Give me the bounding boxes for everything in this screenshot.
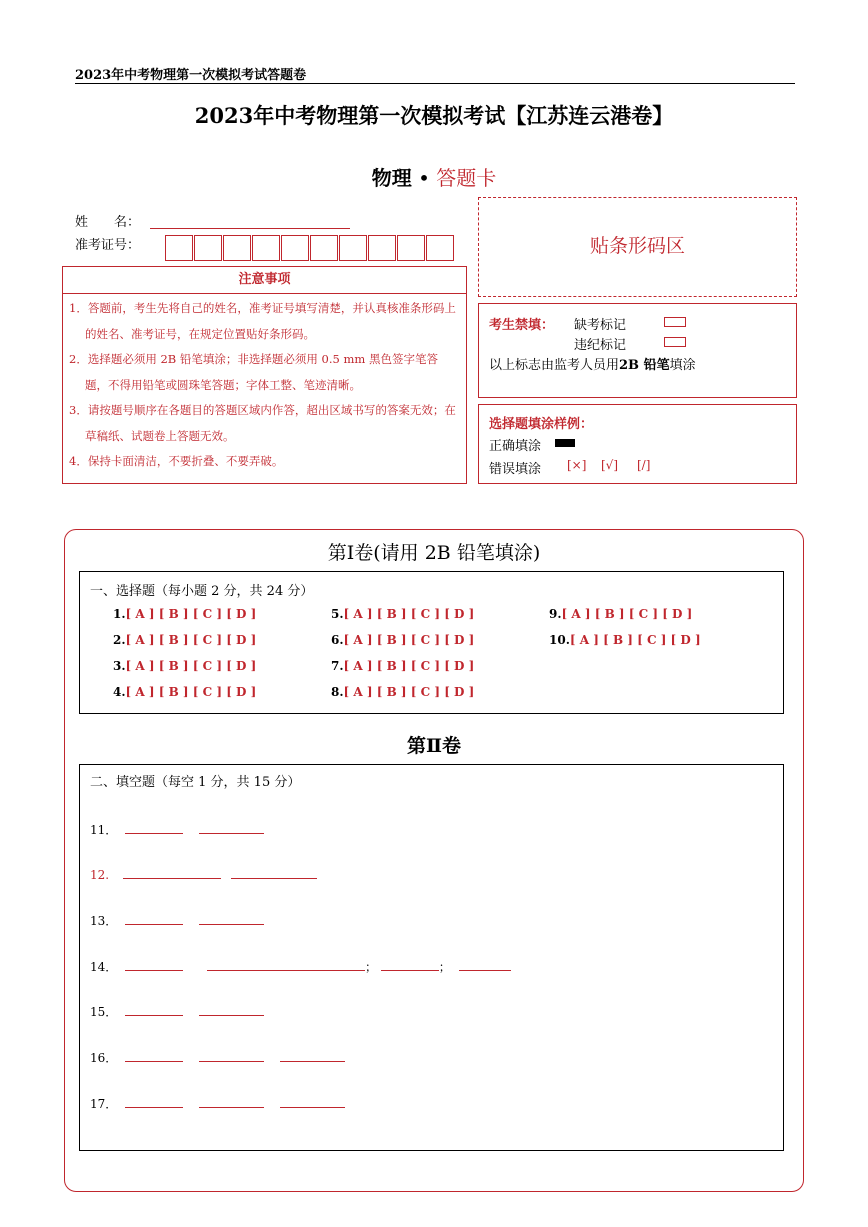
forbid-box: [478, 303, 797, 398]
id-digit-box[interactable]: [368, 235, 396, 261]
id-digit-box[interactable]: [426, 235, 454, 261]
id-label: 准考证号：: [75, 238, 141, 253]
question-number: 12.: [90, 868, 110, 882]
answer-options[interactable]: [ A ] [ B ] [ C ] [ D ]: [343, 659, 475, 673]
choice-question[interactable]: [331, 659, 474, 673]
answer-blank[interactable]: [123, 866, 221, 879]
answer-blank[interactable]: [207, 958, 365, 971]
fill-question-12: [90, 866, 317, 882]
correct-label: 正确填涂: [489, 439, 542, 454]
question-number: 8.: [331, 685, 344, 699]
answer-options[interactable]: [ A ] [ B ] [ C ] [ D ]: [561, 607, 693, 621]
answer-blank[interactable]: [125, 1049, 183, 1062]
id-digit-box[interactable]: [281, 235, 309, 261]
question-number: 17．: [90, 1097, 118, 1111]
choice-question[interactable]: [331, 607, 474, 621]
answer-options[interactable]: [ A ] [ B ] [ C ] [ D ]: [343, 685, 475, 699]
part1-title: 第Ⅰ卷(请用 2B 铅笔填涂): [327, 542, 541, 564]
choice-question[interactable]: [549, 633, 701, 647]
question-number: 11．: [90, 823, 118, 837]
dot-separator: •: [418, 166, 430, 190]
answer-options[interactable]: [ A ] [ B ] [ C ] [ D ]: [343, 633, 475, 647]
question-number: 3.: [113, 659, 126, 673]
choice-question[interactable]: [331, 685, 474, 699]
answer-blank[interactable]: [459, 958, 511, 971]
sample-heading: 选择题填涂样例：: [489, 417, 594, 432]
answer-blank[interactable]: [280, 1049, 345, 1062]
answer-blank[interactable]: [199, 1003, 264, 1016]
id-digit-box[interactable]: [397, 235, 425, 261]
id-digit-box[interactable]: [223, 235, 251, 261]
id-digit-box[interactable]: [252, 235, 280, 261]
id-digit-box[interactable]: [339, 235, 367, 261]
page-title: 2023年中考物理第一次模拟考试【江苏连云港卷】: [194, 103, 674, 128]
header-divider: [75, 83, 795, 84]
correct-fill-sample: [555, 439, 575, 447]
choice-question[interactable]: [113, 685, 256, 699]
choice-question[interactable]: [113, 607, 256, 621]
answer-blank[interactable]: [125, 912, 183, 925]
id-number-boxes: [165, 235, 455, 261]
question-number: 6.: [331, 633, 344, 647]
part2-title: 第Ⅱ卷: [406, 735, 461, 757]
barcode-area: 贴条形码区: [478, 197, 797, 297]
answer-options[interactable]: [ A ] [ B ] [ C ] [ D ]: [125, 607, 257, 621]
answer-blank[interactable]: [199, 1049, 264, 1062]
wrong-mark-3: [/]: [637, 458, 651, 472]
card-subtitle: [0, 162, 868, 191]
wrong-mark-1: [×]: [567, 458, 587, 472]
answer-blank[interactable]: [199, 821, 264, 834]
question-number: 5.: [331, 607, 344, 621]
forbid-label: 考生禁填：: [489, 318, 555, 333]
page-header-text: 2023年中考物理第一次模拟考试答题卷: [75, 68, 307, 83]
choice-question[interactable]: [113, 633, 256, 647]
fill-question-14: [90, 958, 511, 975]
notice-item: 1．答题前，考生先将自己的姓名，准考证号填写清楚，并认真核准条形码上的姓名、准考证号，在规定位置贴好条形码。: [69, 301, 456, 341]
answer-blank[interactable]: [125, 1003, 183, 1016]
card-label: 答题卡: [436, 166, 497, 190]
forbid-note-pre: 以上标志由监考人员用: [489, 358, 620, 373]
sample-box: [478, 404, 797, 484]
fill-question-17: [90, 1095, 345, 1112]
forbid-note-post: 填涂: [669, 358, 696, 373]
answer-blank[interactable]: [125, 1095, 183, 1108]
answer-options[interactable]: [ A ] [ B ] [ C ] [ D ]: [569, 633, 701, 647]
answer-blank[interactable]: [125, 821, 183, 834]
choice-question[interactable]: [113, 659, 256, 673]
violation-label: 违纪标记: [574, 338, 627, 353]
question-number: 1.: [113, 607, 126, 621]
absent-mark-box[interactable]: [664, 317, 686, 327]
question-number: 16．: [90, 1051, 118, 1065]
name-field[interactable]: [150, 228, 350, 229]
choice-question[interactable]: [549, 607, 692, 621]
answer-options[interactable]: [ A ] [ B ] [ C ] [ D ]: [343, 607, 475, 621]
question-number: 10.: [549, 633, 570, 647]
answer-blank[interactable]: [381, 958, 439, 971]
answer-blank[interactable]: [280, 1095, 345, 1108]
question-number: 15．: [90, 1005, 118, 1019]
answer-options[interactable]: [ A ] [ B ] [ C ] [ D ]: [125, 659, 257, 673]
answer-blank[interactable]: [125, 958, 183, 971]
subject-label: 物理: [371, 166, 412, 190]
question-number: 2.: [113, 633, 126, 647]
answer-options[interactable]: [ A ] [ B ] [ C ] [ D ]: [125, 633, 257, 647]
answer-options[interactable]: [ A ] [ B ] [ C ] [ D ]: [125, 685, 257, 699]
question-number: 13．: [90, 914, 118, 928]
separator: ；: [438, 960, 451, 974]
answer-blank[interactable]: [199, 1095, 264, 1108]
notice-box: [62, 266, 467, 484]
question-number: 9.: [549, 607, 562, 621]
fill-section-heading: 二、填空题（每空 1 分，共 15 分）: [90, 775, 301, 790]
fill-question-11: [90, 821, 264, 838]
notice-item: 4．保持卡面清洁，不要折叠、不要弄破。: [69, 454, 284, 468]
absent-label: 缺考标记: [574, 318, 627, 333]
name-label: 姓 名：: [75, 215, 141, 230]
id-digit-box[interactable]: [194, 235, 222, 261]
wrong-label: 错误填涂: [489, 462, 542, 477]
fill-blank-section: [79, 764, 784, 1151]
id-digit-box[interactable]: [165, 235, 193, 261]
choice-section-heading: 一、选择题（每小题 2 分，共 24 分）: [90, 584, 314, 599]
fill-question-16: [90, 1049, 345, 1066]
notice-item: 3．请按题号顺序在各题目的答题区域内作答，超出区域书写的答案无效；在草稿纸、试题卷上答题无效。: [69, 403, 456, 443]
notice-list: [63, 294, 466, 475]
fill-question-13: [90, 912, 264, 929]
question-number: 14．: [90, 960, 118, 974]
answer-blank[interactable]: [199, 912, 264, 925]
wrong-mark-2: [√]: [601, 458, 619, 472]
id-digit-box[interactable]: [310, 235, 338, 261]
separator: ；: [364, 960, 377, 974]
question-number: 7.: [331, 659, 344, 673]
choice-question[interactable]: [331, 633, 474, 647]
choice-section: [79, 571, 784, 714]
fill-question-15: [90, 1003, 264, 1020]
violation-mark-box[interactable]: [664, 337, 686, 347]
notice-heading: 注意事项: [63, 267, 466, 294]
forbid-note: [489, 354, 696, 373]
answer-blank[interactable]: [231, 866, 317, 879]
question-number: 4.: [113, 685, 126, 699]
notice-item: 2．选择题必须用 2B 铅笔填涂；非选择题必须用 0.5 mm 黑色签字笔答题，不得用铅笔或圆珠笔答题；字体工整、笔迹清晰。: [69, 352, 438, 392]
forbid-note-bold: 2B 铅笔: [619, 358, 670, 373]
